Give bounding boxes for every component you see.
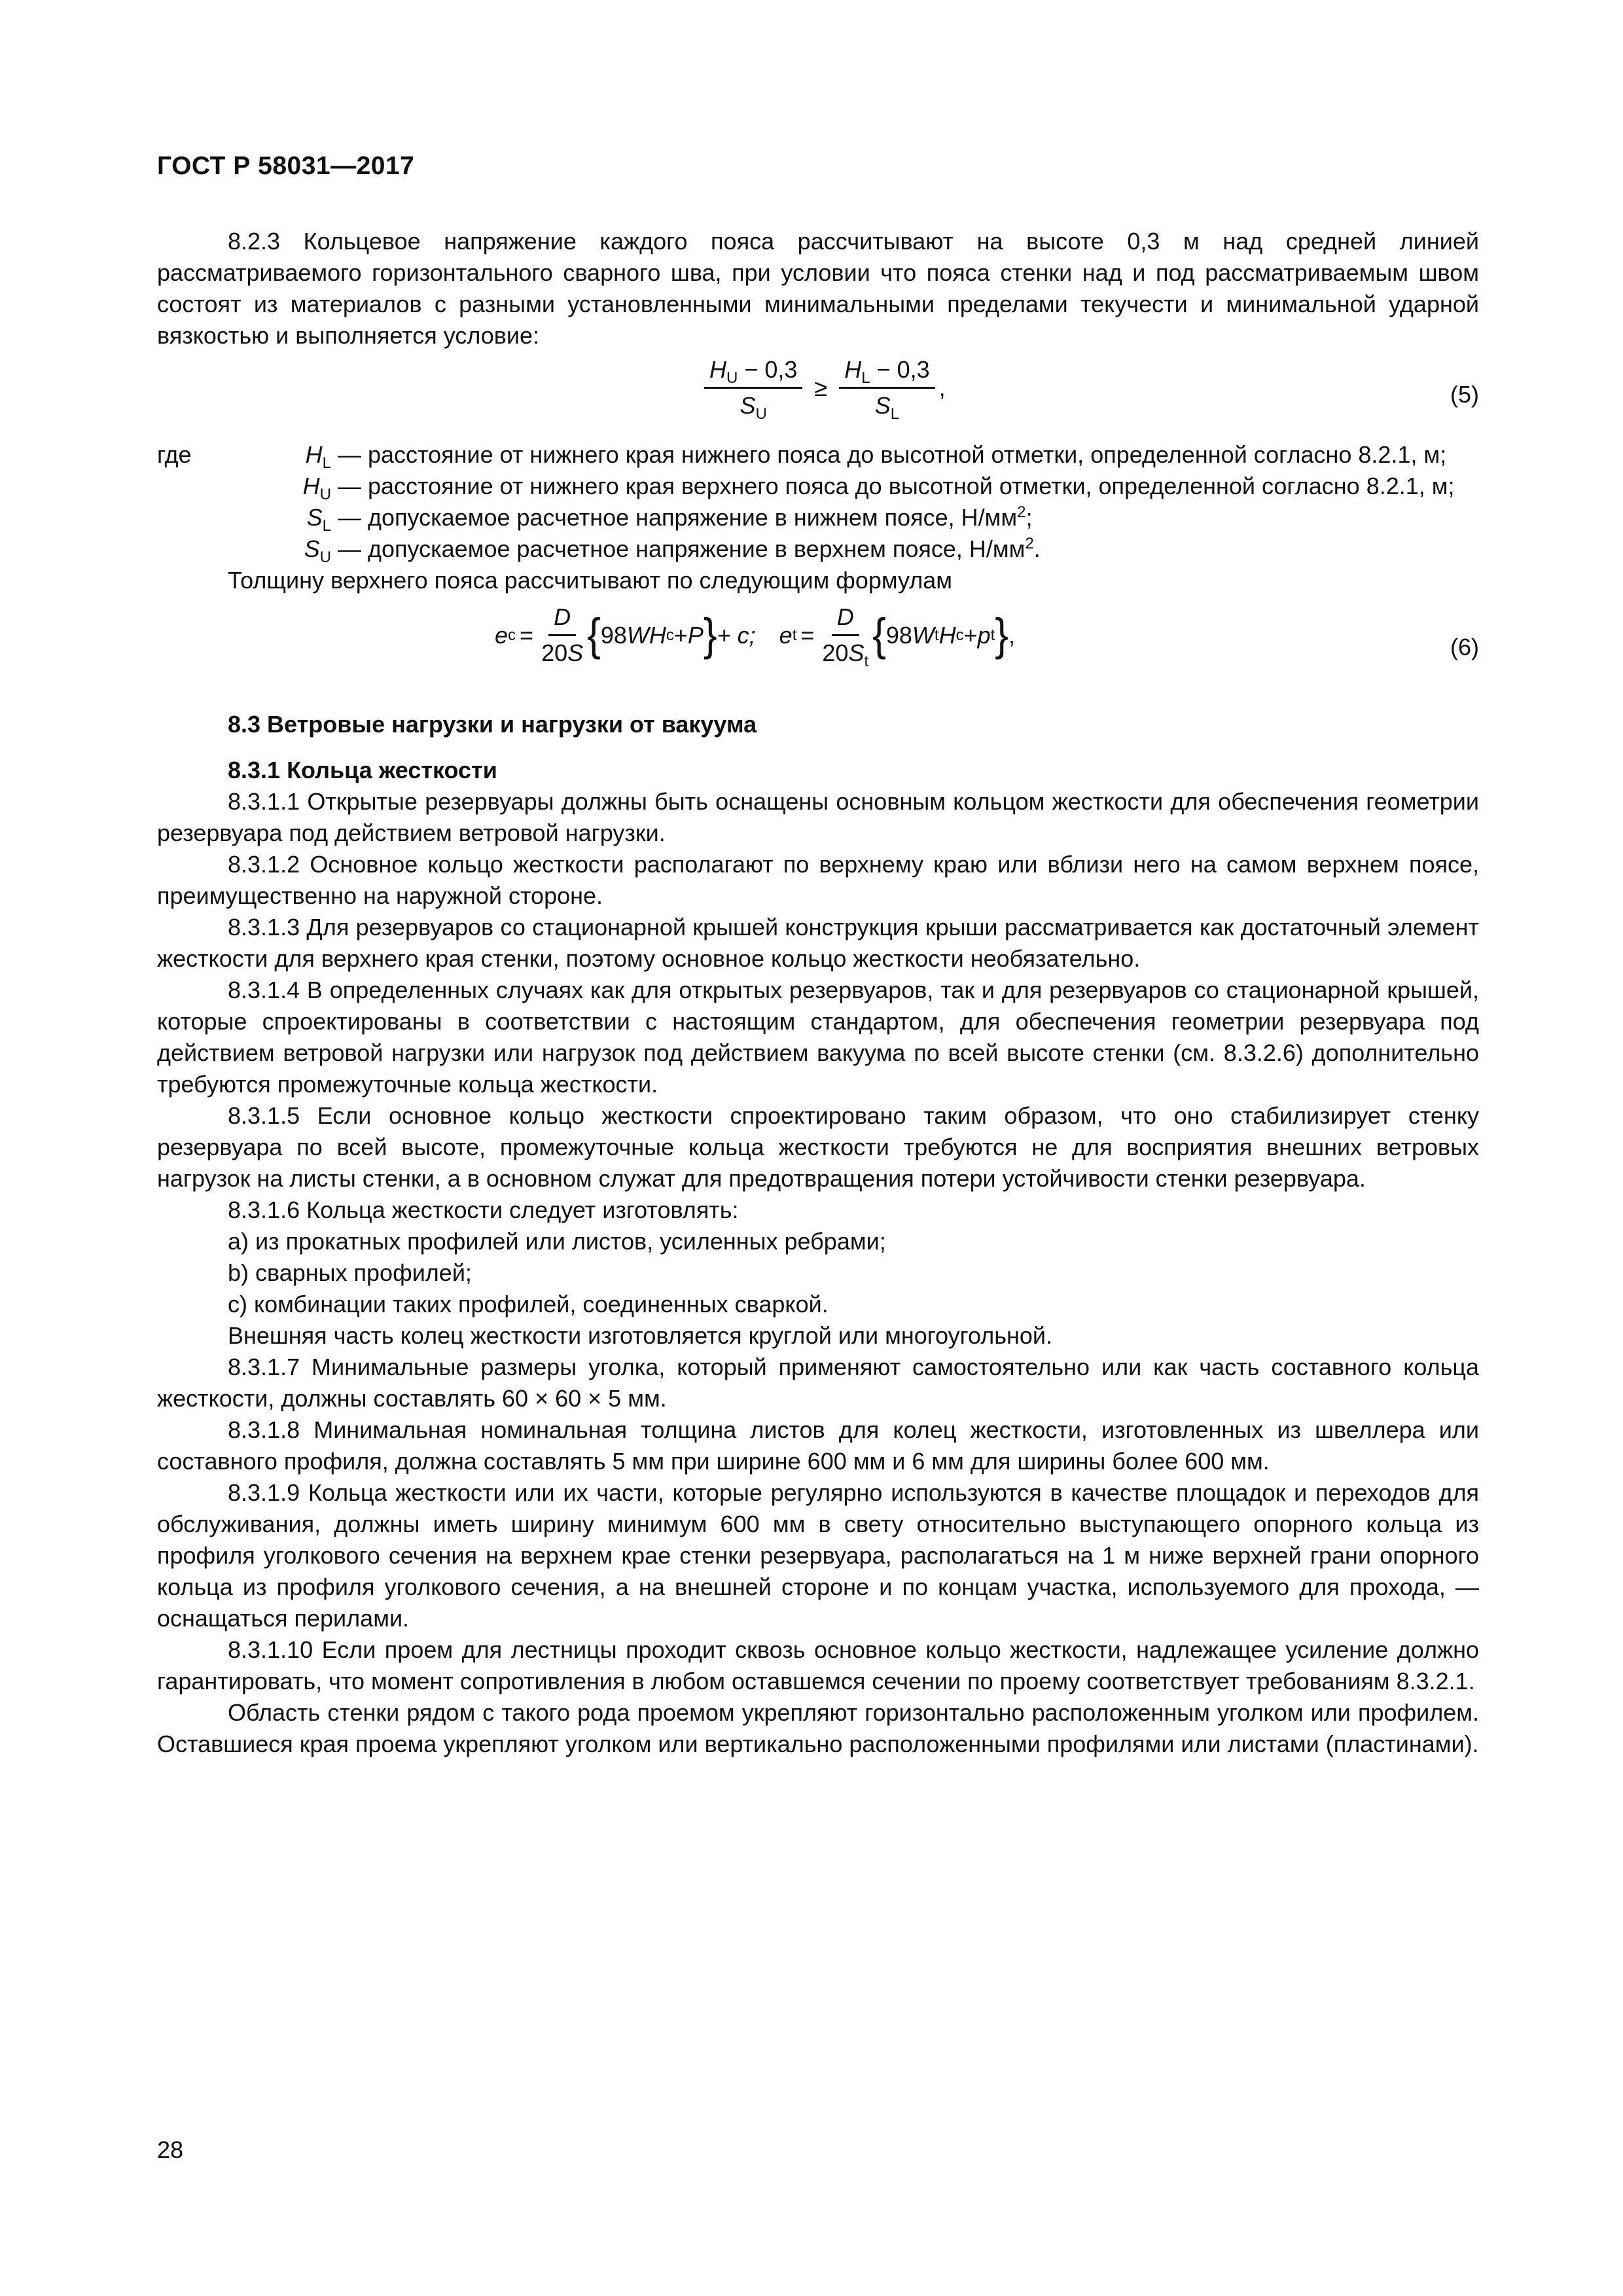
section-heading-8-3-1: 8.3.1 Кольца жесткости xyxy=(228,757,497,783)
paragraph-8-3-1-8: 8.3.1.8 Минимальная номинальная толщина листов для колец жесткости, изготовленных из швеллера или составного профиля, должна составлять 5 мм при ширине 600 мм и 6 мм для ширины более 600 мм. xyxy=(157,1416,1479,1475)
paragraph-8-3-1-5: 8.3.1.5 Если основное кольцо жесткости спроектировано таким образом, что оно стабилизирует стенку резервуара по всей высоте, промежуточные кольца жесткости требуются не для восприятия внешних ветровых нагрузок на листы стенки, а в основном служат для предотвращения потери устойчивости стенки резервуара. xyxy=(157,1102,1479,1192)
paragraph-opening-area: Область стенки рядом с такого рода проемом укрепляют горизонтально расположенным уголком или профилем. Оставшиеся края проема укрепляют уголком или вертикально расположенными профилями или листами (пластинами). xyxy=(157,1699,1479,1757)
paragraph-8-3-1-10: 8.3.1.10 Если проем для лестницы проходит сквозь основное кольцо жесткости, надлежащее усиление должно гарантировать, что момент сопротивления в любом оставшемся сечении по проему соответствует требованиям 8.3.2.1. xyxy=(157,1636,1479,1695)
list-item-b: b) сварных профилей; xyxy=(228,1259,472,1286)
formula-5-right-fraction: $\frac{H_L - 0,3}{S_L}$ xyxy=(839,355,935,420)
paragraph-8-3-1-3: 8.3.1.3 Для резервуаров со стационарной крышей конструкция крыши рассматривается как достаточный элемент жесткости для верхнего края стенки, поэтому основное кольцо жесткости необязательно. xyxy=(157,914,1479,972)
paragraph-outer-part: Внешняя часть колец жесткости изготовляется круглой или многоугольной. xyxy=(228,1322,1053,1349)
page-body xyxy=(157,226,1479,1760)
formula-5-relation: ≥ xyxy=(814,374,828,401)
paragraph-thickness: Толщину верхнего пояса рассчитывают по следующим формулам xyxy=(228,567,953,594)
definition-item: где $H_L$ — расстояние от нижнего края нижнего пояса до высотной отметки, определенной согласно 8.2.1, м; xyxy=(157,441,1447,473)
list-item-a: a) из прокатных профилей или листов, усиленных ребрами; xyxy=(228,1228,886,1255)
formula-5-number: (5) xyxy=(1450,381,1479,408)
paragraph-8-3-1-4: 8.3.1.4 В определенных случаях как для открытых резервуаров, так и для резервуаров со стационарной крышей, которые спроектированы в соответствии с настоящим стандартом, для обеспечения геометрии резервуара под действием ветровой нагрузки или нагрузок под действием вакуума по всей высоте стенки (см. 8.3.2.6) дополнительно требуются промежуточные кольца жесткости. xyxy=(157,977,1479,1098)
paragraph-8-3-1-6: 8.3.1.6 Кольца жесткости следует изготовлять: xyxy=(228,1196,739,1223)
document-code-header: ГОСТ Р 58031—2017 xyxy=(157,152,415,180)
formula-5-expression: $\frac{H_U - 0,3}{S_U}$ ≥ $\frac{H_L - 0,3}{S_L}$ , xyxy=(700,355,946,420)
paragraph-8-3-1-7: 8.3.1.7 Минимальные размеры уголка, который применяют самостоятельно или как часть составного кольца жесткости, должны составлять 60 × 60 × 5 мм. xyxy=(157,1354,1479,1412)
formula-6-expression: e c = $\frac{D}{20S}$ { 98 WH c + P } + c; e t = $\frac{D}{20S_t}$ { 98 W t H c + p t } , xyxy=(495,603,1016,671)
formula-6 xyxy=(157,603,1479,694)
formula-5-left-fraction: $\frac{H_U - 0,3}{S_U}$ xyxy=(704,355,802,420)
variable-definitions xyxy=(157,439,1479,565)
paragraph-8-3-1-2: 8.3.1.2 Основное кольцо жесткости располагают по верхнему краю или вблизи него на самом верхнем поясе, преимущественно на наружной стороне. xyxy=(157,851,1479,909)
formula-6-first-fraction: $\frac{D}{20S}$ xyxy=(541,603,584,666)
list-item-c: c) комбинации таких профилей, соединенных сваркой. xyxy=(228,1291,829,1318)
definition-item: $S_L$ — допускаемое расчетное напряжение в нижнем поясе, $Н/мм^2$; xyxy=(306,503,1033,535)
formula-6-second-fraction: $\frac{D}{20S_t}$ xyxy=(822,603,869,671)
formula-6-number: (6) xyxy=(1450,634,1479,660)
paragraph-8-3-1-9: 8.3.1.9 Кольца жесткости или их части, которые регулярно используются в качестве площадок и переходов для обслуживания, должны иметь ширину минимум 600 мм в свету относительно выступающего опорного кольца из профиля уголкового сечения на верхнем крае стенки резервуара, располагаться на 1 м ниже верхней грани опорного кольца из профиля уголкового сечения, а на внешней стороне и по концам участка, используемого для прохода, — оснащаться перилами. xyxy=(157,1479,1479,1632)
page-number: 28 xyxy=(157,2136,184,2163)
definition-item: $H_U$ — расстояние от нижнего края верхнего пояса до высотной отметки, определенной согласно 8.2.1, м; xyxy=(302,473,1455,504)
section-heading-8-3: 8.3 Ветровые нагрузки и нагрузки от вакуума xyxy=(228,711,757,738)
formula-5 xyxy=(157,355,1479,439)
paragraph-8-3-1-1: 8.3.1.1 Открытые резервуары должны быть оснащены основным кольцом жесткости для обеспечения геометрии резервуара под действием ветровой нагрузки. xyxy=(157,788,1479,846)
paragraph-8-2-3: 8.2.3 Кольцевое напряжение каждого пояса рассчитывают на высоте 0,3 м над средней линией рассматриваемого горизонтального сварного шва, при условии что пояса стенки над и под рассматриваемым швом состоят из материалов с разными установленными минимальными пределами текучести и минимальной ударной вязкостью и выполняется условие: xyxy=(157,228,1479,349)
definition-item: $S_U$ — допускаемое расчетное напряжение в верхнем поясе, $Н/мм^2$. xyxy=(304,535,1041,567)
